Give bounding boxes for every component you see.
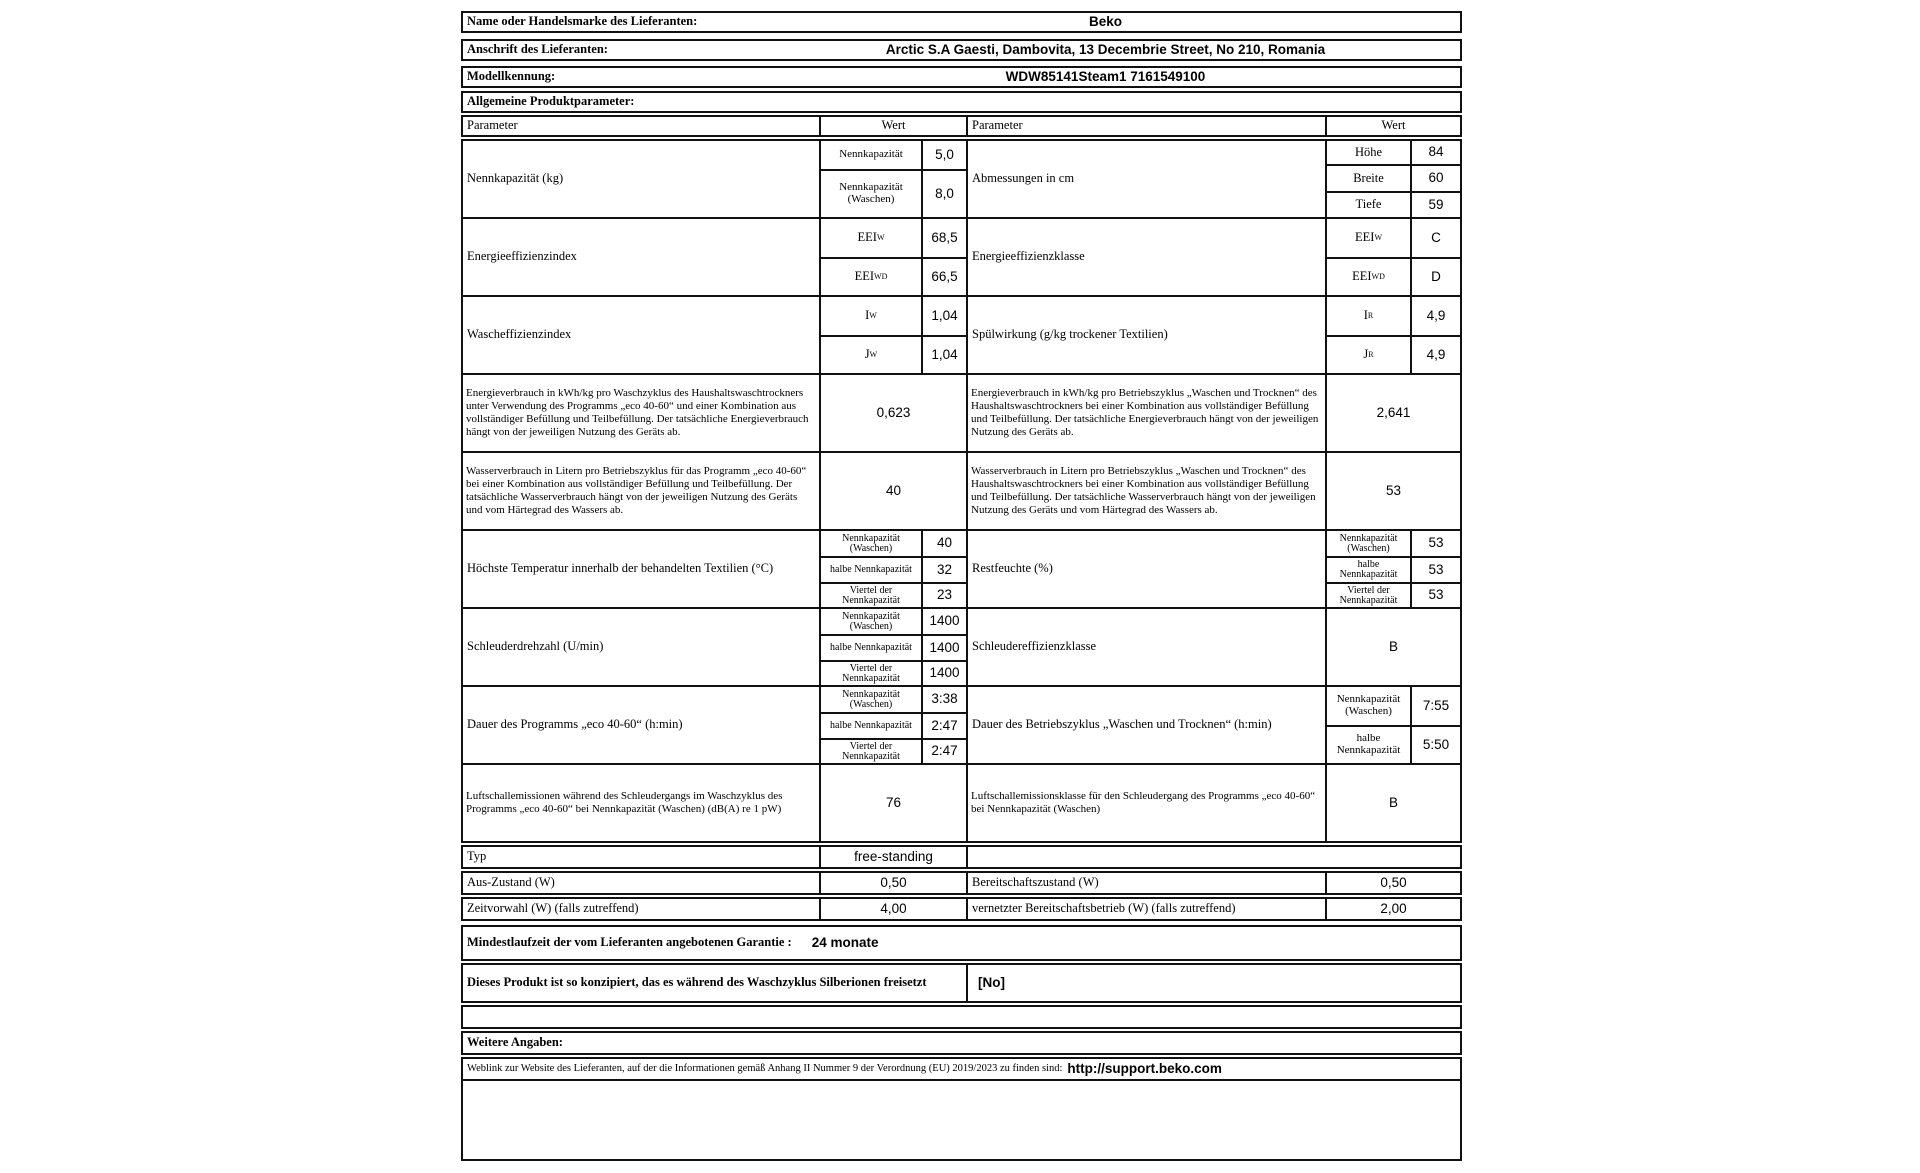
dimensions-label: Abmessungen in cm xyxy=(966,139,1327,219)
dimensions-depth-label: Tiefe xyxy=(1325,191,1412,219)
dimensions-width-label: Breite xyxy=(1325,164,1412,193)
supplier-name-label: Name oder Handelsmarke des Lieferanten: xyxy=(461,11,753,33)
dimensions-depth: 59 xyxy=(1410,191,1462,219)
energy-wash-value: 0,623 xyxy=(819,373,968,453)
capacity-label: Nennkapazität (kg) xyxy=(461,139,821,219)
supplier-address-label: Anschrift des Lieferanten: xyxy=(461,39,753,61)
product-fiche xyxy=(461,11,1462,1161)
off-mode-value: 0,50 xyxy=(819,871,968,895)
eei-label: Energieeffizienzindex xyxy=(461,217,821,297)
duration-eco-val1: 3:38 xyxy=(921,685,968,714)
eei-val2: 66,5 xyxy=(921,257,968,297)
eei-class-sub1: EEI W xyxy=(1325,217,1412,259)
duration-washdry-val2: 5:50 xyxy=(1410,725,1462,765)
duration-eco-sub1: Nennkapazität (Waschen) xyxy=(819,685,923,714)
general-params-label: Allgemeine Produktparameter: xyxy=(461,91,1462,113)
max-temp-sub1: Nennkapazität (Waschen) xyxy=(819,529,923,558)
rinse-label: Spülwirkung (g/kg trockener Textilien) xyxy=(966,295,1327,375)
col-value-right: Wert xyxy=(1325,115,1462,137)
duration-washdry-val1: 7:55 xyxy=(1410,685,1462,727)
dimensions-height-label: Höhe xyxy=(1325,139,1412,166)
delay-start-label: Zeitvorwahl (W) (falls zutreffend) xyxy=(461,897,821,921)
capacity-val2: 8,0 xyxy=(921,169,968,219)
type-empty xyxy=(966,845,1462,869)
water-washdry-value: 53 xyxy=(1325,451,1462,531)
wash-eff-sub1: I W xyxy=(819,295,923,337)
noise-value: 76 xyxy=(819,763,968,843)
duration-eco-val3: 2:47 xyxy=(921,738,968,765)
moisture-sub3: Viertel der Nennkapazität xyxy=(1325,582,1412,609)
silver-value: [No] xyxy=(966,963,1462,1003)
capacity-sub1: Nennkapazität xyxy=(819,139,923,171)
wash-eff-val1: 1,04 xyxy=(921,295,968,337)
off-mode-label: Aus-Zustand (W) xyxy=(461,871,821,895)
noise-class-label: Luftschallemissionsklasse für den Schleudergang des Programms „eco 40-60“ bei Nennkapazität (Waschen) xyxy=(966,763,1327,843)
water-wash-value: 40 xyxy=(819,451,968,531)
water-wash-label: Wasserverbrauch in Litern pro Betriebszyklus für das Programm „eco 40-60“ bei einer Kombination aus vollständiger Befüllung und Teilbefüllung. Der tatsächliche Wasserverbrauch hängt von der jeweiligen Nutzung des Geräts und vom Härtegrad des Wassers ab. xyxy=(461,451,821,531)
type-value: free-standing xyxy=(819,845,968,869)
duration-eco-sub2: halbe Nennkapazität xyxy=(819,712,923,740)
moisture-val3: 53 xyxy=(1410,582,1462,609)
max-temp-sub2: halbe Nennkapazität xyxy=(819,556,923,584)
standby-value: 0,50 xyxy=(1325,871,1462,895)
energy-wash-label: Energieverbrauch in kWh/kg pro Waschzyklus des Haushaltswaschtrockners unter Verwendung des Programms „eco 40-60“ und einer Kombination aus vollständiger Befüllung und Teilbefüllung. Der tatsächliche Energieverbrauch hängt von der jeweiligen Nutzung des Geräts ab. xyxy=(461,373,821,453)
empty-row xyxy=(461,1005,1462,1029)
spin-class-label: Schleudereffizienzklasse xyxy=(966,607,1327,687)
rinse-val2: 4,9 xyxy=(1410,335,1462,375)
duration-washdry-sub2: halbe Nennkapazität xyxy=(1325,725,1412,765)
capacity-sub2: Nennkapazität (Waschen) xyxy=(819,169,923,219)
wash-eff-val2: 1,04 xyxy=(921,335,968,375)
noise-class-value: B xyxy=(1325,763,1462,843)
supplier-name-value: Beko xyxy=(751,11,1462,33)
duration-eco-label: Dauer des Programms „eco 40-60“ (h:min) xyxy=(461,685,821,765)
spin-speed-label: Schleuderdrehzahl (U/min) xyxy=(461,607,821,687)
col-parameter-left: Parameter xyxy=(461,115,821,137)
moisture-sub2: halbe Nennkapazität xyxy=(1325,556,1412,584)
max-temp-val2: 32 xyxy=(921,556,968,584)
empty-notes-area xyxy=(461,1079,1462,1161)
delay-start-value: 4,00 xyxy=(819,897,968,921)
duration-washdry-label: Dauer des Betriebszyklus „Waschen und Trocknen“ (h:min) xyxy=(966,685,1327,765)
noise-label: Luftschallemissionen während des Schleudergangs im Waschzyklus des Programms „eco 40-60“ bei Nennkapazität (Waschen) (dB(A) re 1 pW) xyxy=(461,763,821,843)
eei-class-val1: C xyxy=(1410,217,1462,259)
moisture-label: Restfeuchte (%) xyxy=(966,529,1327,609)
warranty-value: 24 monate xyxy=(811,934,879,950)
silver-label: Dieses Produkt ist so konzipiert, das es während des Waschzyklus Silberionen freisetzt xyxy=(461,963,968,1003)
wash-eff-label: Wascheffizienzindex xyxy=(461,295,821,375)
type-label: Typ xyxy=(461,845,821,869)
col-parameter-right: Parameter xyxy=(966,115,1327,137)
eei-class-label: Energieeffizienzklasse xyxy=(966,217,1327,297)
spin-class-value: B xyxy=(1325,607,1462,687)
max-temp-sub3: Viertel der Nennkapazität xyxy=(819,582,923,609)
spin-speed-val1: 1400 xyxy=(921,607,968,636)
rinse-sub2: J R xyxy=(1325,335,1412,375)
model-label: Modellkennung: xyxy=(461,66,753,88)
max-temp-label: Höchste Temperatur innerhalb der behandelten Textilien (°C) xyxy=(461,529,821,609)
moisture-sub1: Nennkapazität (Waschen) xyxy=(1325,529,1412,558)
standby-label: Bereitschaftszustand (W) xyxy=(966,871,1327,895)
eei-class-val2: D xyxy=(1410,257,1462,297)
spin-speed-sub2: halbe Nennkapazität xyxy=(819,634,923,662)
eei-sub1: EEI W xyxy=(819,217,923,259)
eei-class-sub2: EEI WD xyxy=(1325,257,1412,297)
dimensions-height: 84 xyxy=(1410,139,1462,166)
dimensions-width: 60 xyxy=(1410,164,1462,193)
rinse-sub1: I R xyxy=(1325,295,1412,337)
energy-washdry-value: 2,641 xyxy=(1325,373,1462,453)
weblink-row xyxy=(461,1057,1462,1081)
eei-sub2: EEI WD xyxy=(819,257,923,297)
rinse-val1: 4,9 xyxy=(1410,295,1462,337)
weblink-label: Weblink zur Website des Lieferanten, auf der die Informationen gemäß Anhang II Nummer 9 der Verordnung (EU) 2019/2023 zu finden sind: xyxy=(467,1063,1063,1075)
water-washdry-label: Wasserverbrauch in Litern pro Betriebszyklus „Waschen und Trocknen“ des Haushaltswaschtrockners bei einer Kombination aus vollständiger Befüllung und Teilbefüllung. Der tatsächliche Wasserverbrauch hängt von der jeweiligen Nutzung des Geräts und vom Härtegrad des Wassers ab. xyxy=(966,451,1327,531)
more-info-label: Weitere Angaben: xyxy=(461,1031,1462,1055)
duration-eco-val2: 2:47 xyxy=(921,712,968,740)
duration-washdry-sub1: Nennkapazität (Waschen) xyxy=(1325,685,1412,727)
eei-val1: 68,5 xyxy=(921,217,968,259)
weblink-value[interactable]: http://support.beko.com xyxy=(1067,1060,1222,1076)
moisture-val1: 53 xyxy=(1410,529,1462,558)
energy-washdry-label: Energieverbrauch in kWh/kg pro Betriebszyklus „Waschen und Trocknen“ des Haushaltswaschtrockners bei einer Kombination aus vollständiger Befüllung und Teilbefüllung. Der tatsächliche Energieverbrauch hängt von der jeweiligen Nutzung des Geräts ab. xyxy=(966,373,1327,453)
moisture-val2: 53 xyxy=(1410,556,1462,584)
capacity-val1: 5,0 xyxy=(921,139,968,171)
warranty-label: Mindestlaufzeit der vom Lieferanten angebotenen Garantie : xyxy=(467,935,792,950)
warranty-row xyxy=(461,925,1462,961)
col-value-left: Wert xyxy=(819,115,968,137)
max-temp-val1: 40 xyxy=(921,529,968,558)
wash-eff-sub2: J W xyxy=(819,335,923,375)
spin-speed-sub1: Nennkapazität (Waschen) xyxy=(819,607,923,636)
duration-eco-sub3: Viertel der Nennkapazität xyxy=(819,738,923,765)
spin-speed-val3: 1400 xyxy=(921,660,968,687)
max-temp-val3: 23 xyxy=(921,582,968,609)
model-value: WDW85141Steam1 7161549100 xyxy=(751,66,1462,88)
spin-speed-sub3: Viertel der Nennkapazität xyxy=(819,660,923,687)
supplier-address-value: Arctic S.A Gaesti, Dambovita, 13 Decembrie Street, No 210, Romania xyxy=(751,39,1462,61)
networked-standby-label: vernetzter Bereitschaftsbetrieb (W) (falls zutreffend) xyxy=(966,897,1327,921)
networked-standby-value: 2,00 xyxy=(1325,897,1462,921)
spin-speed-val2: 1400 xyxy=(921,634,968,662)
